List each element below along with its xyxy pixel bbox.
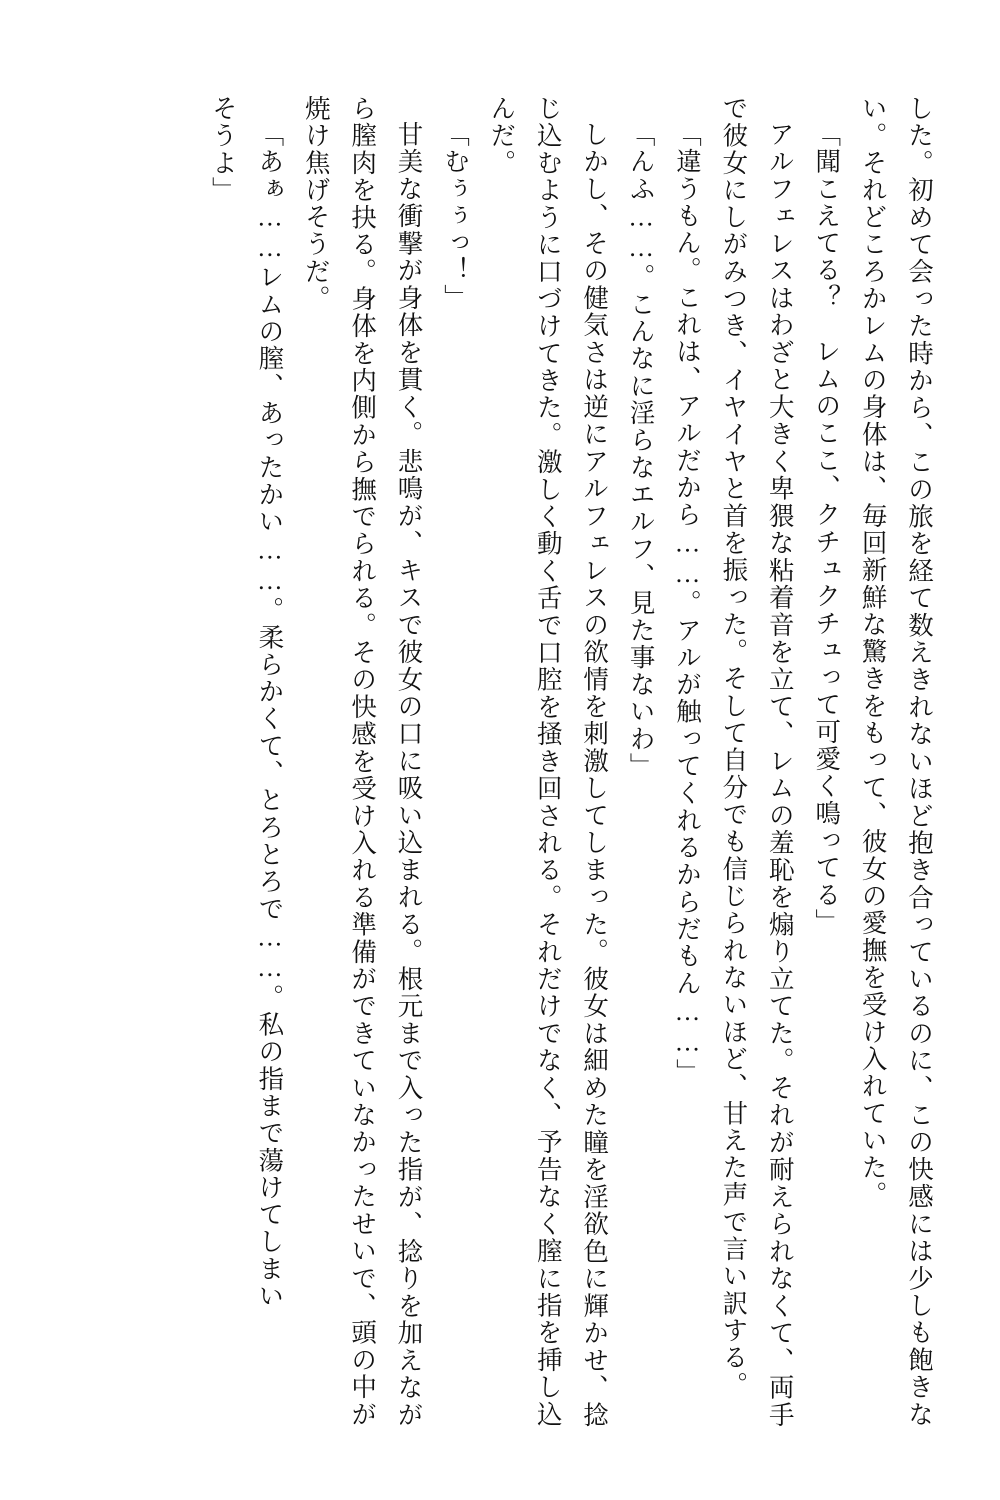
paragraph: 「聞こえてる？ レムのここ、クチュクチュって可愛く鳴ってる」 xyxy=(812,120,842,936)
paragraph: しかし、その健気さは逆にアルフェレスの欲情を刺激してしまった。彼女は細めた瞳を淫欲色に輝かせ、捻じ込むように口づけてきた。激しく動く舌で口腔を掻き回される。それだけでなく、予告なく膣に指を挿し込んだ。 xyxy=(487,95,610,1428)
paragraph: 「あぁ……レムの膣、あったかい……。柔らかくて、とろとろで……。私の指まで蕩けてしまい xyxy=(255,120,285,1310)
paragraph: 「むぅぅっ！」 xyxy=(440,120,470,311)
paragraph: アルフェレスはわざと大きく卑猥な粘着音を立て、レムの羞恥を煽り立てた。それが耐えられなくて、両手で彼女にしがみつき、イヤイヤと首を振った。そして自分でも信じられないほど、甘えた声で言い訳する。 xyxy=(719,95,795,1428)
page-text-area xyxy=(58,95,942,1428)
paragraph: した。初めて会った時から、この旅を経て数えきれないほど抱き合っているのに、この快感には少しも飽きない。それどころかレムの身体は、毎回新鮮な驚きをもって、彼女の愛撫を受け入れていた。 xyxy=(858,95,934,1428)
paragraph: 「んふ……。こんなに淫らなエルフ、見た事ないわ」 xyxy=(626,120,656,780)
paragraph: そうよ」 xyxy=(208,95,238,204)
vertical-text-body xyxy=(58,95,942,1428)
paragraph: 甘美な衝撃が身体を貫く。悲鳴が、キスで彼女の口に吸い込まれる。根元まで入った指が、捻りを加えながら膣肉を抉る。身体を内側から撫でられる。その快感を受け入れる準備ができていなかったせいで、頭の中が焼け焦げそうだ。 xyxy=(301,95,424,1428)
paragraph: 「違うもん。これは、アルだから……。アルが触ってくれるからだもん……」 xyxy=(672,120,702,1086)
